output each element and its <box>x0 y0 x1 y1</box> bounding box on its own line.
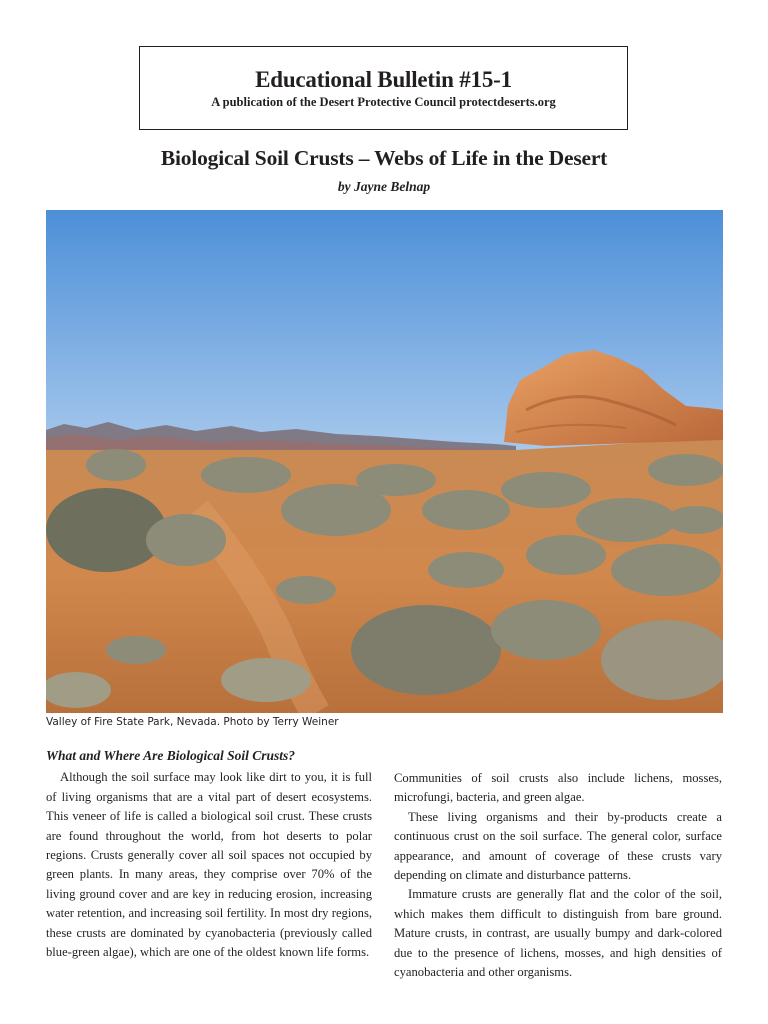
body-paragraph: These living organisms and their by-products create a continuous crust on the soil surface. The general color, surface appearance, and amount of coverage of these crusts vary depending on climate and disturbance patterns. <box>394 809 722 883</box>
left-column <box>46 746 372 962</box>
bulletin-masthead <box>139 46 628 130</box>
article-title: Biological Soil Crusts – Webs of Life in the Desert <box>160 146 608 170</box>
photo-caption: Valley of Fire State Park, Nevada. Photo by Terry Weiner <box>46 716 339 728</box>
bulletin-title: Educational Bulletin #15-1 <box>255 67 512 92</box>
body-paragraph: Communities of soil crusts also include lichens, mosses, microfungi, bacteria, and green algae. <box>394 771 722 805</box>
article-byline: by Jayne Belnap <box>337 179 431 194</box>
bulletin-subtitle: A publication of the Desert Protective Council protectdeserts.org <box>211 95 556 109</box>
body-paragraph: Immature crusts are generally flat and the color of the soil, which makes them difficult to distinguish from bare ground. Mature crusts, in contrast, are usually bumpy and dark-colored due to the presence of lichens, mosses, and high densities of cyanobacteria and other organisms. <box>394 887 722 980</box>
desert-landscape-photo <box>46 210 723 713</box>
right-column <box>394 769 722 982</box>
body-paragraph: Although the soil surface may look like dirt to you, it is full of living organisms that are a vital part of desert ecosystems. This veneer of life is called a biological soil crust. These crusts are found throughout the world, from hot deserts to polar regions. Crusts generally cover all soil spaces not occupied by green plants. In many areas, they comprise over 70% of the living ground cover and are key in reducing erosion, increasing water retention, and increasing soil fertility. In most dry regions, these crusts are dominated by cyanobacteria (previously called blue-green algae), which are one of the oldest known life forms. <box>46 770 372 960</box>
section-heading: What and Where Are Biological Soil Crusts? <box>46 748 296 763</box>
